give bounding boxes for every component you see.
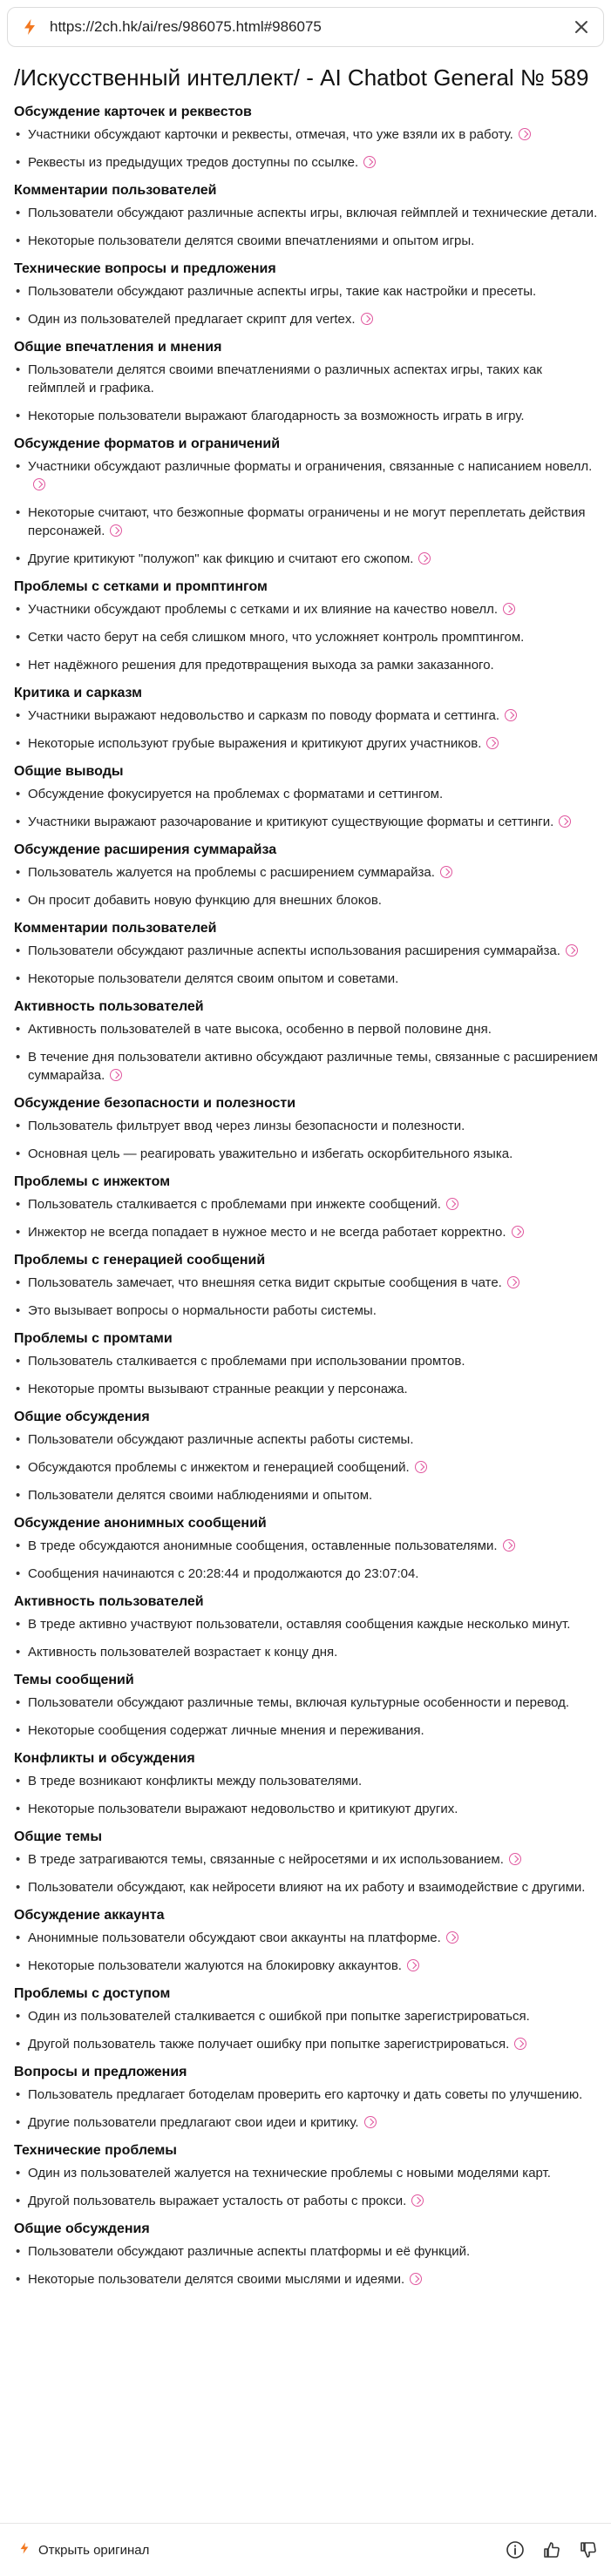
source-link-icon[interactable] bbox=[519, 128, 531, 140]
section-list bbox=[14, 2007, 598, 2053]
list-item bbox=[14, 734, 598, 753]
list-item bbox=[14, 1048, 598, 1085]
list-item-text: Некоторые пользователи делятся своими мыслями и идеями. bbox=[28, 2272, 405, 2287]
summary-section bbox=[14, 338, 598, 425]
section-list bbox=[14, 1195, 598, 1241]
list-item bbox=[14, 1145, 598, 1163]
section-heading: Общие обсуждения bbox=[14, 2221, 150, 2236]
section-list bbox=[14, 1772, 598, 1818]
list-item bbox=[14, 1721, 598, 1740]
source-link-icon[interactable] bbox=[509, 1853, 521, 1865]
summary-section bbox=[14, 103, 598, 172]
section-list bbox=[14, 707, 598, 753]
list-item bbox=[14, 600, 598, 619]
section-heading: Общие темы bbox=[14, 1829, 103, 1844]
list-item bbox=[14, 2035, 598, 2053]
feedback-actions bbox=[489, 2539, 599, 2560]
section-list bbox=[14, 785, 598, 831]
summary-section bbox=[14, 1592, 598, 1661]
list-item-text: Некоторые пользователи выражают благодарность за возможность играть в игру. bbox=[28, 409, 525, 423]
list-item bbox=[14, 1458, 598, 1477]
summary-section bbox=[14, 260, 598, 328]
list-item bbox=[14, 407, 598, 425]
thumbs-down-icon[interactable] bbox=[578, 2539, 599, 2560]
page-title: /Искусственный интеллект/ - AI Chatbot General № 589 bbox=[14, 64, 589, 91]
summary-section bbox=[14, 1749, 598, 1818]
close-icon[interactable] bbox=[572, 17, 591, 37]
summary-section bbox=[14, 762, 598, 831]
section-list bbox=[14, 204, 598, 250]
section-list bbox=[14, 2164, 598, 2210]
list-item-text: Пользователи обсуждают различные темы, включая культурные особенности и перевод. bbox=[28, 1695, 570, 1710]
summary-section bbox=[14, 1514, 598, 1583]
list-item-text: Пользователь сталкивается с проблемами при инжекте сообщений. bbox=[28, 1197, 441, 1212]
section-list bbox=[14, 457, 598, 568]
list-item-text: Анонимные пользователи обсуждают свои аккаунты на платформе. bbox=[28, 1930, 441, 1945]
list-item bbox=[14, 891, 598, 909]
source-link-icon[interactable] bbox=[503, 1539, 515, 1552]
list-item bbox=[14, 1929, 598, 1947]
list-item bbox=[14, 2192, 598, 2210]
list-item-text: Участники выражают недовольство и сарказм по поводу формата и сеттинга. bbox=[28, 708, 500, 723]
list-item bbox=[14, 1643, 598, 1661]
list-item bbox=[14, 1274, 598, 1292]
section-list bbox=[14, 361, 598, 425]
list-item bbox=[14, 1380, 598, 1398]
source-link-icon[interactable] bbox=[418, 552, 431, 565]
list-item-text: Реквесты из предыдущих тредов доступны по ссылке. bbox=[28, 155, 359, 170]
source-link-icon[interactable] bbox=[407, 1959, 419, 1971]
section-list bbox=[14, 2086, 598, 2132]
list-item-text: Это вызывает вопросы о нормальности работы системы. bbox=[28, 1303, 377, 1318]
section-heading: Комментарии пользователей bbox=[14, 183, 217, 198]
list-item-text: Некоторые сообщения содержат личные мнения и переживания. bbox=[28, 1723, 424, 1738]
list-item bbox=[14, 232, 598, 250]
list-item bbox=[14, 1615, 598, 1633]
list-item bbox=[14, 1223, 598, 1241]
list-item bbox=[14, 204, 598, 222]
list-item-text: Пользователь замечает, что внешняя сетка видит скрытые сообщения в чате. bbox=[28, 1275, 502, 1290]
source-link-icon[interactable] bbox=[361, 313, 373, 325]
summary-section bbox=[14, 684, 598, 753]
list-item-text: В треде затрагиваются темы, связанные с нейросетями и их использованием. bbox=[28, 1852, 504, 1867]
section-heading: Технические вопросы и предложения bbox=[14, 261, 276, 276]
section-heading: Проблемы с промтами bbox=[14, 1331, 173, 1346]
list-item bbox=[14, 153, 598, 172]
list-item-text: Пользователи обсуждают различные аспекты работы системы. bbox=[28, 1432, 414, 1447]
list-item-text: Некоторые пользователи делятся своими впечатлениями и опытом игры. bbox=[28, 233, 475, 248]
list-item-text: Некоторые используют грубые выражения и критикуют других участников. bbox=[28, 736, 482, 751]
section-heading: Обсуждение аккаунта bbox=[14, 1908, 165, 1923]
section-heading: Обсуждение расширения суммарайза bbox=[14, 842, 277, 857]
list-item-text: Другой пользователь выражает усталость от работы с прокси. bbox=[28, 2194, 407, 2208]
list-item-text: В треде возникают конфликты между пользователями. bbox=[28, 1774, 363, 1788]
section-heading: Активность пользователей bbox=[14, 1594, 204, 1609]
source-link-icon[interactable] bbox=[503, 603, 515, 615]
source-link-icon[interactable] bbox=[446, 1931, 458, 1944]
section-heading: Обсуждение анонимных сообщений bbox=[14, 1516, 267, 1531]
list-item-text: Пользователи обсуждают различные аспекты игры, включая геймплей и технические детали. bbox=[28, 206, 598, 220]
list-item bbox=[14, 310, 598, 328]
section-heading: Обсуждение карточек и реквестов bbox=[14, 105, 252, 119]
list-item-text: Участники обсуждают различные форматы и ограничения, связанные с написанием новелл. bbox=[28, 459, 593, 474]
source-link-icon[interactable] bbox=[507, 1276, 519, 1288]
source-link-icon[interactable] bbox=[446, 1198, 458, 1210]
list-item-text: Некоторые пользователи выражают недовольство и критикуют других. bbox=[28, 1802, 458, 1816]
open-original-button[interactable] bbox=[17, 2540, 149, 2560]
list-item bbox=[14, 2242, 598, 2261]
list-item-text: Пользователь жалуется на проблемы с расширением суммарайза. bbox=[28, 865, 435, 880]
lightning-bolt-icon bbox=[20, 17, 39, 37]
address-bar[interactable] bbox=[7, 7, 604, 47]
bottom-bar bbox=[0, 2523, 611, 2576]
list-item-text: В течение дня пользователи активно обсуждают различные темы, связанные с расширением суммарайза. bbox=[28, 1050, 598, 1083]
list-item bbox=[14, 1486, 598, 1504]
section-list bbox=[14, 1537, 598, 1583]
source-link-icon[interactable] bbox=[512, 1226, 524, 1238]
list-item-text: Один из пользователей сталкивается с ошибкой при попытке зарегистрироваться. bbox=[28, 2009, 530, 2024]
list-item-text: Активность пользователей возрастает к концу дня. bbox=[28, 1645, 338, 1660]
list-item bbox=[14, 970, 598, 988]
list-item bbox=[14, 2164, 598, 2182]
list-item bbox=[14, 2007, 598, 2025]
section-heading: Проблемы с генерацией сообщений bbox=[14, 1253, 266, 1268]
source-link-icon[interactable] bbox=[514, 2038, 526, 2050]
list-item bbox=[14, 1352, 598, 1370]
source-link-icon[interactable] bbox=[33, 478, 45, 490]
list-item-text: Некоторые промты вызывают странные реакции у персонажа. bbox=[28, 1382, 408, 1396]
list-item bbox=[14, 1850, 598, 1869]
list-item-text: Участники обсуждают проблемы с сетками и их влияние на качество новелл. bbox=[28, 602, 499, 617]
summary-section bbox=[14, 1828, 598, 1897]
list-item bbox=[14, 1878, 598, 1897]
summary-section bbox=[14, 1671, 598, 1740]
list-item bbox=[14, 457, 598, 494]
list-item-text: Инжектор не всегда попадает в нужное место и не всегда работает корректно. bbox=[28, 1225, 506, 1240]
section-heading: Комментарии пользователей bbox=[14, 921, 217, 936]
browser-top-bar bbox=[0, 0, 611, 54]
list-item-text: Пользователь фильтрует ввод через линзы безопасности и полезности. bbox=[28, 1119, 465, 1133]
list-item-text: Активность пользователей в чате высока, особенно в первой половине дня. bbox=[28, 1022, 492, 1037]
summary-section bbox=[14, 1329, 598, 1398]
section-list bbox=[14, 1615, 598, 1661]
list-item-text: Пользователи делятся своими наблюдениями и опытом. bbox=[28, 1488, 373, 1503]
list-item bbox=[14, 2113, 598, 2132]
list-item-text: В треде активно участвуют пользователи, оставляя сообщения каждые несколько минут. bbox=[28, 1617, 571, 1632]
list-item bbox=[14, 863, 598, 882]
url-text[interactable]: https://2ch.hk/ai/res/986075.html#986075 bbox=[50, 18, 322, 35]
list-item-text: Пользователи обсуждают различные аспекты игры, такие как настройки и пресеты. bbox=[28, 284, 537, 299]
list-item bbox=[14, 628, 598, 646]
list-item-text: Другие пользователи предлагают свои идеи и критику. bbox=[28, 2115, 359, 2130]
lightning-bolt-icon bbox=[17, 2540, 31, 2560]
summary-section bbox=[14, 2220, 598, 2289]
list-item-text: Сообщения начинаются с 20:28:44 и продолжаются до 23:07:04. bbox=[28, 1566, 419, 1581]
info-icon[interactable] bbox=[505, 2539, 526, 2560]
section-heading: Проблемы с доступом bbox=[14, 1986, 171, 2001]
section-heading: Технические проблемы bbox=[14, 2143, 177, 2158]
source-link-icon[interactable] bbox=[559, 815, 571, 828]
list-item bbox=[14, 1537, 598, 1555]
list-item-text: Сетки часто берут на себя слишком много, что усложняет контроль промптингом. bbox=[28, 630, 525, 645]
section-heading: Общие впечатления и мнения bbox=[14, 340, 222, 355]
list-item-text: Участники обсуждают карточки и реквесты, отмечая, что уже взяли их в работу. bbox=[28, 127, 513, 142]
list-item-text: Некоторые считают, что безжопные форматы ограничены и не могут переплетать действия персонажей. bbox=[28, 505, 586, 538]
summary-section bbox=[14, 2063, 598, 2132]
summary-sections bbox=[14, 103, 598, 2289]
section-list bbox=[14, 600, 598, 674]
list-item-text: Он просит добавить новую функцию для внешних блоков. bbox=[28, 893, 382, 908]
summary-section bbox=[14, 1094, 598, 1163]
source-link-icon[interactable] bbox=[440, 866, 452, 878]
list-item-text: Другой пользователь также получает ошибку при попытке зарегистрироваться. bbox=[28, 2037, 510, 2052]
section-heading: Конфликты и обсуждения bbox=[14, 1751, 195, 1766]
list-item bbox=[14, 2086, 598, 2104]
summary-section bbox=[14, 919, 598, 988]
list-item bbox=[14, 361, 598, 397]
list-item bbox=[14, 1772, 598, 1790]
summary-section bbox=[14, 578, 598, 674]
list-item bbox=[14, 942, 598, 960]
list-item bbox=[14, 1565, 598, 1583]
list-item bbox=[14, 1117, 598, 1135]
source-link-icon[interactable] bbox=[486, 737, 499, 749]
list-item bbox=[14, 125, 598, 144]
section-heading: Критика и сарказм bbox=[14, 686, 142, 700]
section-list bbox=[14, 125, 598, 172]
source-link-icon[interactable] bbox=[364, 2116, 377, 2128]
section-list bbox=[14, 1694, 598, 1740]
source-link-icon[interactable] bbox=[110, 1069, 122, 1081]
summary-section bbox=[14, 2141, 598, 2210]
list-item-text: Обсуждение фокусируется на проблемах с форматами и сеттингом. bbox=[28, 787, 444, 801]
section-list bbox=[14, 1430, 598, 1504]
list-item bbox=[14, 813, 598, 831]
summary-section bbox=[14, 181, 598, 250]
list-item-text: Участники выражают разочарование и критикуют существующие форматы и сеттинги. bbox=[28, 815, 554, 829]
source-link-icon[interactable] bbox=[363, 156, 376, 168]
summary-section bbox=[14, 435, 598, 568]
list-item-text: Пользователи обсуждают, как нейросети влияют на их работу и взаимодействие с другими. bbox=[28, 1880, 586, 1895]
list-item-text: Один из пользователей жалуется на технические проблемы с новыми моделями карт. bbox=[28, 2166, 551, 2180]
list-item bbox=[14, 1957, 598, 1975]
section-heading: Проблемы с сетками и промптингом bbox=[14, 579, 268, 594]
list-item bbox=[14, 785, 598, 803]
section-list bbox=[14, 1117, 598, 1163]
list-item bbox=[14, 1694, 598, 1712]
section-list bbox=[14, 1274, 598, 1320]
section-list bbox=[14, 2242, 598, 2289]
list-item-text: Основная цель — реагировать уважительно и избегать оскорбительного языка. bbox=[28, 1146, 513, 1161]
list-item bbox=[14, 1020, 598, 1038]
source-link-icon[interactable] bbox=[410, 2273, 422, 2285]
list-item-text: Один из пользователей предлагает скрипт для vertex. bbox=[28, 312, 356, 327]
section-heading: Вопросы и предложения bbox=[14, 2065, 187, 2079]
source-link-icon[interactable] bbox=[566, 944, 578, 957]
list-item bbox=[14, 550, 598, 568]
summary-content bbox=[14, 61, 598, 2298]
section-heading: Темы сообщений bbox=[14, 1673, 134, 1687]
list-item bbox=[14, 656, 598, 674]
list-item-text: Пользователь сталкивается с проблемами при использовании промтов. bbox=[28, 1354, 465, 1369]
list-item bbox=[14, 282, 598, 301]
section-list bbox=[14, 863, 598, 909]
section-heading: Проблемы с инжектом bbox=[14, 1174, 171, 1189]
list-item bbox=[14, 1430, 598, 1449]
source-link-icon[interactable] bbox=[411, 2194, 424, 2207]
summary-section bbox=[14, 1251, 598, 1320]
list-item-text: В треде обсуждаются анонимные сообщения, оставленные пользователями. bbox=[28, 1538, 498, 1553]
list-item bbox=[14, 2270, 598, 2289]
section-heading: Обсуждение форматов и ограничений bbox=[14, 436, 281, 451]
list-item-text: Обсуждаются проблемы с инжектом и генерацией сообщений. bbox=[28, 1460, 410, 1475]
section-heading: Общие обсуждения bbox=[14, 1410, 150, 1424]
section-list bbox=[14, 1929, 598, 1975]
section-heading: Активность пользователей bbox=[14, 999, 204, 1014]
summary-section bbox=[14, 1906, 598, 1975]
source-link-icon[interactable] bbox=[110, 524, 122, 537]
list-item-text: Другие критикуют "полужоп" как фикцию и считают его сжопом. bbox=[28, 551, 414, 566]
list-item bbox=[14, 504, 598, 540]
list-item bbox=[14, 1195, 598, 1214]
section-list bbox=[14, 1850, 598, 1897]
section-heading: Обсуждение безопасности и полезности bbox=[14, 1096, 296, 1111]
list-item bbox=[14, 1800, 598, 1818]
section-list bbox=[14, 1020, 598, 1085]
list-item-text: Некоторые пользователи делятся своим опытом и советами. bbox=[28, 971, 399, 986]
summary-section bbox=[14, 1408, 598, 1504]
summary-section bbox=[14, 841, 598, 909]
list-item bbox=[14, 707, 598, 725]
list-item bbox=[14, 1302, 598, 1320]
section-list bbox=[14, 1352, 598, 1398]
source-link-icon[interactable] bbox=[415, 1461, 427, 1473]
summary-section bbox=[14, 997, 598, 1085]
list-item-text: Пользователи обсуждают различные аспекты платформы и её функций. bbox=[28, 2244, 471, 2259]
list-item-text: Пользователь предлагает ботоделам проверить его карточку и дать советы по улучшению. bbox=[28, 2087, 583, 2102]
list-item-text: Пользователи обсуждают различные аспекты использования расширения суммарайза. bbox=[28, 943, 560, 958]
source-link-icon[interactable] bbox=[505, 709, 517, 721]
thumbs-up-icon[interactable] bbox=[541, 2539, 562, 2560]
summary-section bbox=[14, 1173, 598, 1241]
section-list bbox=[14, 282, 598, 328]
section-list bbox=[14, 942, 598, 988]
summary-section bbox=[14, 1984, 598, 2053]
list-item-text: Пользователи делятся своими впечатлениями о различных аспектах игры, таких как геймплей и графика. bbox=[28, 362, 542, 396]
list-item-text: Нет надёжного решения для предотвращения выхода за рамки заказанного. bbox=[28, 658, 494, 673]
section-heading: Общие выводы bbox=[14, 764, 124, 779]
open-original-label: Открыть оригинал bbox=[38, 2542, 150, 2558]
list-item-text: Некоторые пользователи жалуются на блокировку аккаунтов. bbox=[28, 1958, 402, 1973]
